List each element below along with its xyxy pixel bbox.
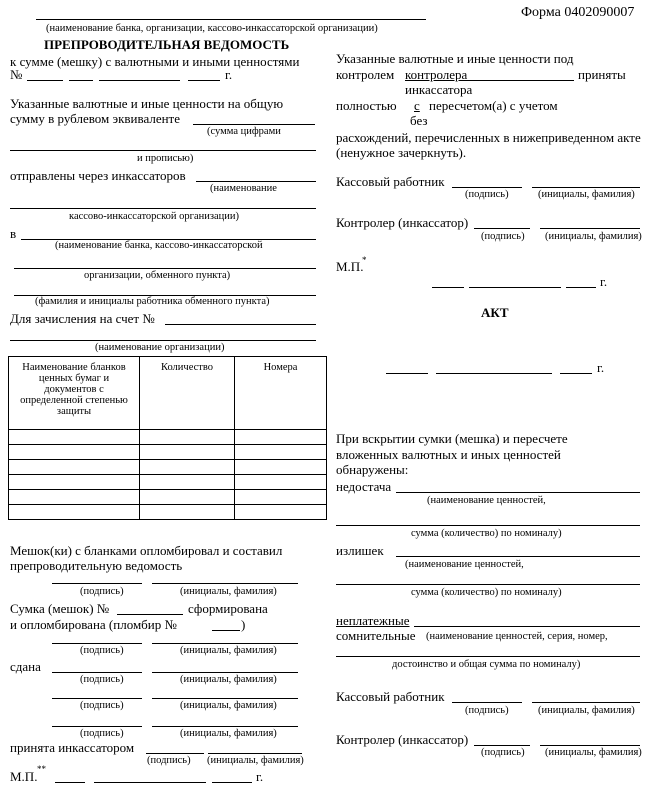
left-date-suffix: г. <box>256 769 264 784</box>
accepted-word: приняты <box>578 67 626 82</box>
stamp-place-right: М.П. <box>336 259 364 274</box>
act-date-day-field[interactable] <box>386 373 428 374</box>
bag-month-field[interactable] <box>99 80 180 81</box>
controller-initials-caption-bottom: (инициалы, фамилия) <box>545 747 642 758</box>
seal-close-paren: ) <box>241 617 246 632</box>
table-cell[interactable] <box>235 445 327 460</box>
cash-org-caption: кассово-инкассаторской организации) <box>69 211 240 222</box>
table-row[interactable] <box>9 460 327 475</box>
destination-bank-field-2[interactable] <box>14 268 316 269</box>
discrepancy-line-2: (ненужное зачеркнуть). <box>336 145 467 160</box>
table-row[interactable] <box>9 505 327 520</box>
control-prefix: контролем <box>336 67 395 82</box>
stamp-mark-left: ** <box>37 764 46 774</box>
seal-number-field[interactable] <box>212 630 240 631</box>
handed-signature-field[interactable] <box>52 672 142 673</box>
table-cell[interactable] <box>235 490 327 505</box>
formed-signature-caption: (подпись) <box>80 645 124 656</box>
controller-label-top: Контролер (инкассатор) <box>336 215 469 230</box>
surplus-field-2[interactable] <box>336 584 640 585</box>
table-cell[interactable] <box>9 505 140 520</box>
table-row[interactable] <box>9 490 327 505</box>
table-cell[interactable] <box>140 430 235 445</box>
table-cell[interactable] <box>235 460 327 475</box>
with-option[interactable]: с <box>414 98 420 113</box>
extra-initials-caption: (инициалы, фамилия) <box>180 700 277 711</box>
act-date-suffix: г. <box>597 360 605 375</box>
table-cell[interactable] <box>9 490 140 505</box>
left-date-day-field[interactable] <box>55 782 85 783</box>
name-caption: (наименование <box>210 183 277 194</box>
denomination-caption: достоинство и общая сумма по номиналу) <box>392 659 581 670</box>
form-number: Форма 0402090007 <box>521 5 635 20</box>
sum-words-field[interactable] <box>10 150 316 151</box>
shortage-caption: (наименование ценностей, <box>427 495 546 506</box>
right-date-month-field[interactable] <box>469 287 561 288</box>
cashier-word[interactable]: инкассатора <box>405 82 473 97</box>
surplus-label: излишек <box>336 543 384 558</box>
in-words-caption: и прописью) <box>137 153 194 164</box>
discrepancy-line-1: расхождений, перечисленных в нижеприведенном акте <box>336 130 641 145</box>
cash-worker-signature-field-bottom[interactable] <box>452 702 522 703</box>
accepted-initials-caption: (инициалы, фамилия) <box>207 755 304 766</box>
sealed-initials-field[interactable] <box>152 583 298 584</box>
act-date-month-field[interactable] <box>436 373 552 374</box>
handed-initials-field[interactable] <box>152 672 298 673</box>
bank-name-caption: (наименование банка, организации, кассово-инкассаторской организации) <box>46 23 378 34</box>
table-header-numbers-text: Номера <box>263 362 298 373</box>
table-cell[interactable] <box>140 445 235 460</box>
controller-signature-caption-top: (подпись) <box>481 231 525 242</box>
shortage-label: недостача <box>336 479 392 494</box>
accepted-label: принята инкассатором <box>10 740 135 755</box>
unpaid-label[interactable]: неплатежные <box>336 613 410 628</box>
extra2-signature-caption: (подпись) <box>80 728 124 739</box>
exchange-caption: организации, обменного пункта) <box>84 270 231 281</box>
cash-org-field[interactable] <box>196 181 316 182</box>
sealed-signature-caption: (подпись) <box>80 586 124 597</box>
table-header-quantity <box>140 357 235 430</box>
table-header-quantity-text: Количество <box>160 362 214 373</box>
controller-initials-field-top[interactable] <box>540 228 640 229</box>
right-date-suffix: г. <box>600 274 608 289</box>
controller-signature-field-bottom[interactable] <box>474 745 530 746</box>
surplus-nominal-caption: сумма (количество) по номиналу) <box>411 587 562 598</box>
opening-line-2: вложенных валютных и иных ценностей <box>336 447 561 462</box>
fully-word: полностью <box>336 98 397 113</box>
table-cell[interactable] <box>235 475 327 490</box>
surplus-field[interactable] <box>396 556 640 557</box>
shortage-field[interactable] <box>396 492 640 493</box>
org-name-caption: (наименование организации) <box>95 342 225 353</box>
table-header-name-text: Наименование бланков ценных бумаг и документов с определенной степенью защиты <box>20 362 128 417</box>
table-cell[interactable] <box>9 430 140 445</box>
stamp-place-left: М.П. <box>10 769 38 784</box>
table-cell[interactable] <box>9 445 140 460</box>
sealed-signature-field[interactable] <box>52 583 142 584</box>
table-cell[interactable] <box>9 460 140 475</box>
doubtful-field-2[interactable] <box>336 656 640 657</box>
blanks-table <box>8 356 327 520</box>
table-cell[interactable] <box>9 475 140 490</box>
table-header-name <box>9 357 140 430</box>
extra2-signature-field[interactable] <box>52 726 142 727</box>
controller-signature-field-top[interactable] <box>474 228 530 229</box>
controller-initials-field-bottom[interactable] <box>540 745 640 746</box>
table-header-numbers <box>235 357 327 430</box>
cash-worker-signature-field-top[interactable] <box>452 187 522 188</box>
cash-worker-initials-field-bottom[interactable] <box>532 702 640 703</box>
handed-initials-caption: (инициалы, фамилия) <box>180 674 277 685</box>
extra-initials-field[interactable] <box>152 698 298 699</box>
unpaid-field[interactable] <box>414 626 640 627</box>
opening-line-3: обнаружены: <box>336 462 409 477</box>
bank-name-line[interactable] <box>36 19 426 20</box>
left-date-year-field[interactable] <box>212 782 252 783</box>
cash-worker-label-bottom: Кассовый работник <box>336 689 445 704</box>
bag-number-field[interactable] <box>27 80 63 81</box>
sum-line-2: сумму в рублевом эквиваленте <box>10 111 181 126</box>
extra2-initials-field[interactable] <box>152 726 298 727</box>
extra-signature-caption: (подпись) <box>80 700 124 711</box>
cash-worker-initials-field-top[interactable] <box>532 187 640 188</box>
bag-line: к сумме (мешку) с валютными и иными ценностями <box>10 54 300 69</box>
doubtful-label[interactable]: сомнительные <box>336 628 416 643</box>
right-date-day-field[interactable] <box>432 287 464 288</box>
bag-day-field[interactable] <box>69 80 93 81</box>
recount-text: пересчетом(а) с учетом <box>429 98 558 113</box>
act-title: АКТ <box>481 305 509 320</box>
table-cell[interactable] <box>235 505 327 520</box>
table-cell[interactable] <box>140 490 235 505</box>
formed-initials-field[interactable] <box>152 643 298 644</box>
cash-worker-label-top: Кассовый работник <box>336 174 445 189</box>
shortage-field-2[interactable] <box>336 525 640 526</box>
controller-signature-caption-bottom: (подпись) <box>481 747 525 758</box>
sealed-line-1: Мешок(ки) с бланками опломбировал и составил <box>10 543 283 558</box>
accepted-signature-field[interactable] <box>146 753 204 754</box>
table-cell[interactable] <box>140 475 235 490</box>
document-title: ПРЕПРОВОДИТЕЛЬНАЯ ВЕДОМОСТЬ <box>44 37 290 52</box>
controller-initials-caption-top: (инициалы, фамилия) <box>545 231 642 242</box>
number-sign: № <box>10 67 23 82</box>
bag-sealed-label: и опломбирована (пломбир № <box>10 617 177 632</box>
sealed-initials-caption: (инициалы, фамилия) <box>180 586 277 597</box>
cash-worker-signature-caption-bottom: (подпись) <box>465 705 509 716</box>
table-row[interactable] <box>9 430 327 445</box>
formed-signature-field[interactable] <box>52 643 142 644</box>
in-prefix: в <box>10 226 17 241</box>
sum-digits-caption: (сумма цифрами <box>207 126 281 137</box>
cash-org-field-2[interactable] <box>10 208 316 209</box>
formed-initials-caption: (инициалы, фамилия) <box>180 645 277 656</box>
surplus-caption: (наименование ценностей, <box>405 559 524 570</box>
table-cell[interactable] <box>140 505 235 520</box>
account-label: Для зачисления на счет № <box>10 311 155 326</box>
sum-line-1: Указанные валютные и иные ценности на общую <box>10 96 284 111</box>
shortage-nominal-caption: сумма (количество) по номиналу) <box>411 528 562 539</box>
doubtful-caption: (наименование ценностей, серия, номер, <box>426 631 608 642</box>
controller-word[interactable]: контролера <box>405 67 468 82</box>
account-field[interactable] <box>165 324 316 325</box>
controller-label-bottom: Контролер (инкассатор) <box>336 732 469 747</box>
act-date-year-field[interactable] <box>560 373 592 374</box>
controller-underline <box>466 80 574 81</box>
table-row[interactable] <box>9 475 327 490</box>
sum-field[interactable] <box>193 124 315 125</box>
sealed-line-2: препроводительную ведомость <box>10 558 183 573</box>
extra2-initials-caption: (инициалы, фамилия) <box>180 728 277 739</box>
stamp-mark-right: * <box>362 255 367 265</box>
extra-signature-field[interactable] <box>52 698 142 699</box>
table-cell[interactable] <box>235 430 327 445</box>
table-cell[interactable] <box>140 460 235 475</box>
accepted-signature-caption: (подпись) <box>147 755 191 766</box>
bag-formed-suffix: сформирована <box>188 601 268 616</box>
values-line-1: Указанные валютные и иные ценности под <box>336 51 574 66</box>
cash-worker-signature-caption-top: (подпись) <box>465 189 509 200</box>
bag-formed-label: Сумка (мешок) № <box>10 601 110 616</box>
handed-signature-caption: (подпись) <box>80 674 124 685</box>
org-name-field[interactable] <box>10 340 316 341</box>
handed-label: сдана <box>10 659 41 674</box>
bag-year-suffix: г. <box>225 67 233 82</box>
opening-line-1: При вскрытии сумки (мешка) и пересчете <box>336 431 568 446</box>
cash-worker-initials-caption-top: (инициалы, фамилия) <box>538 189 635 200</box>
bank-name-caption-2: (наименование банка, кассово-инкассаторской <box>55 240 263 251</box>
bag-formed-number-field[interactable] <box>117 614 183 615</box>
worker-caption: (фамилия и инициалы работника обменного пункта) <box>35 296 270 307</box>
right-date-year-field[interactable] <box>566 287 596 288</box>
table-row[interactable] <box>9 445 327 460</box>
sent-via-label: отправлены через инкассаторов <box>10 168 186 183</box>
accepted-initials-field[interactable] <box>208 753 302 754</box>
bag-year-field[interactable] <box>188 80 220 81</box>
left-date-month-field[interactable] <box>94 782 206 783</box>
cash-worker-initials-caption-bottom: (инициалы, фамилия) <box>538 705 635 716</box>
without-option[interactable]: без <box>410 113 428 128</box>
